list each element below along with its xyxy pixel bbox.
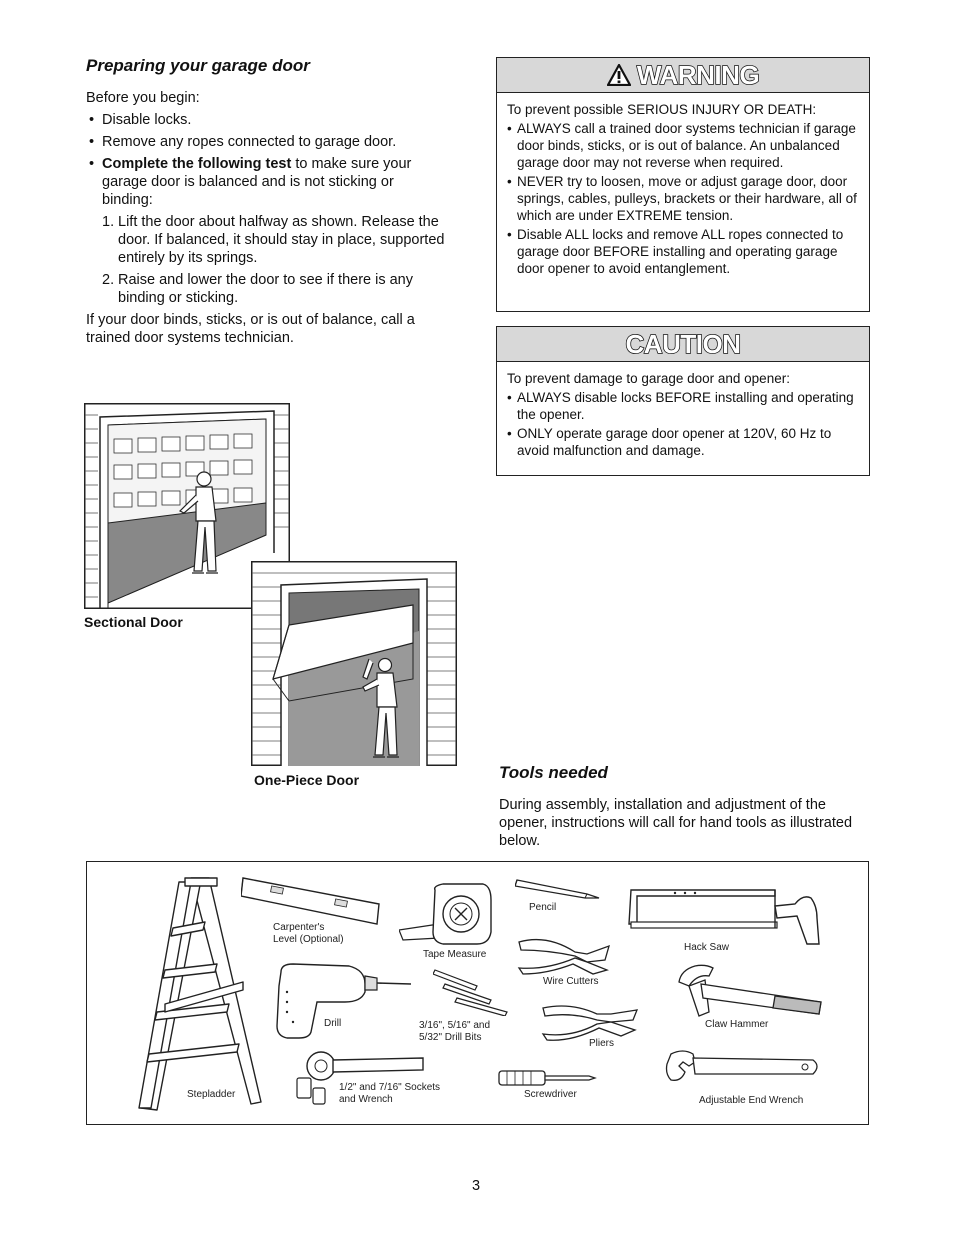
warning-bullet: • ALWAYS call a trained door systems technician if garage door binds, sticks, or is out of balance. An unbalanced garage door may not reverse when required. — [507, 121, 856, 170]
label-drill: Drill — [324, 1018, 342, 1029]
preparing-text — [86, 89, 448, 347]
warning-bullet: • Disable ALL locks and remove ALL ropes connected to garage door BEFORE installing and operating garage door opener to avoid entanglement. — [507, 227, 844, 276]
label-adjustable-wrench: Adjustable End Wrench — [699, 1095, 804, 1106]
step-item: 1. Lift the door about halfway as shown. Release the door. If balanced, it should stay in place, supported entirely by its springs. — [102, 214, 445, 266]
bullet-item: • Disable locks. — [89, 112, 192, 128]
drill-icon — [273, 962, 413, 1040]
caution-body — [497, 362, 869, 459]
label-stepladder: Stepladder — [187, 1089, 236, 1100]
warning-header — [497, 58, 869, 93]
label-wire-cutters: Wire Cutters — [543, 976, 599, 987]
claw-hammer-icon — [675, 962, 825, 1022]
intro-text: Before you begin: — [86, 90, 200, 106]
label-level: Carpenter's Level (Optional) — [273, 922, 344, 945]
wire-cutters-icon — [517, 936, 613, 976]
one-piece-door-illustration — [251, 561, 457, 766]
section-title-tools: Tools needed — [499, 763, 608, 782]
bullet-item: • Remove any ropes connected to garage door. — [89, 134, 397, 150]
caution-header — [497, 327, 869, 362]
warning-body — [497, 93, 869, 277]
caution-bullet: • ONLY operate garage door opener at 120V, 60 Hz to avoid malfunction and damage. — [507, 426, 832, 458]
label-pencil: Pencil — [529, 902, 557, 913]
warning-bullet: • NEVER try to loosen, move or adjust garage door, door springs, cables, pulleys, brackets or their hardware, all of which are under EXTREME tension. — [507, 174, 857, 223]
bullet-item-test: • Complete the following test to make sure your garage door is balanced and is not sticking or binding: — [89, 156, 412, 208]
pencil-icon — [515, 878, 601, 900]
tools-intro: During assembly, installation and adjustment of the opener, instructions will call for hand tools as illustrated below. — [499, 797, 853, 849]
warning-triangle-icon — [607, 64, 631, 86]
tools-panel — [86, 861, 869, 1125]
label-drill-bits: 3/16", 5/16" and 5/32" Drill Bits — [419, 1020, 491, 1043]
label-pliers: Pliers — [589, 1038, 615, 1049]
caution-box — [496, 326, 870, 476]
hacksaw-icon — [625, 886, 821, 948]
caution-title: CAUTION — [625, 328, 741, 359]
caption-one-piece-door: One-Piece Door — [254, 772, 360, 788]
label-hacksaw: Hack Saw — [684, 942, 730, 953]
adjustable-wrench-icon — [665, 1048, 821, 1088]
label-tape-measure: Tape Measure — [423, 949, 487, 960]
label-sockets: 1/2" and 7/16" Sockets and Wrench — [339, 1082, 441, 1105]
closing-text: If your door binds, sticks, or is out of balance, call a trained door systems technician. — [86, 312, 415, 346]
drill-bits-icon — [433, 966, 509, 1016]
page-number: 3 — [472, 1178, 481, 1194]
warning-box — [496, 57, 870, 312]
label-screwdriver: Screwdriver — [524, 1089, 577, 1100]
pliers-icon — [541, 1000, 641, 1042]
step-item: 2. Raise and lower the door to see if there is any binding or sticking. — [102, 272, 413, 306]
warning-title: WARNING — [636, 59, 760, 90]
caution-intro: To prevent damage to garage door and opener: — [507, 371, 790, 386]
screwdriver-icon — [497, 1068, 597, 1088]
label-claw-hammer: Claw Hammer — [705, 1019, 769, 1030]
warning-intro: To prevent possible SERIOUS INJURY OR DEATH: — [507, 102, 817, 117]
tape-measure-icon — [399, 880, 495, 952]
caption-sectional-door: Sectional Door — [84, 614, 183, 630]
caution-bullet: • ALWAYS disable locks BEFORE installing and operating the opener. — [507, 390, 854, 422]
section-title-preparing: Preparing your garage door — [86, 56, 310, 75]
